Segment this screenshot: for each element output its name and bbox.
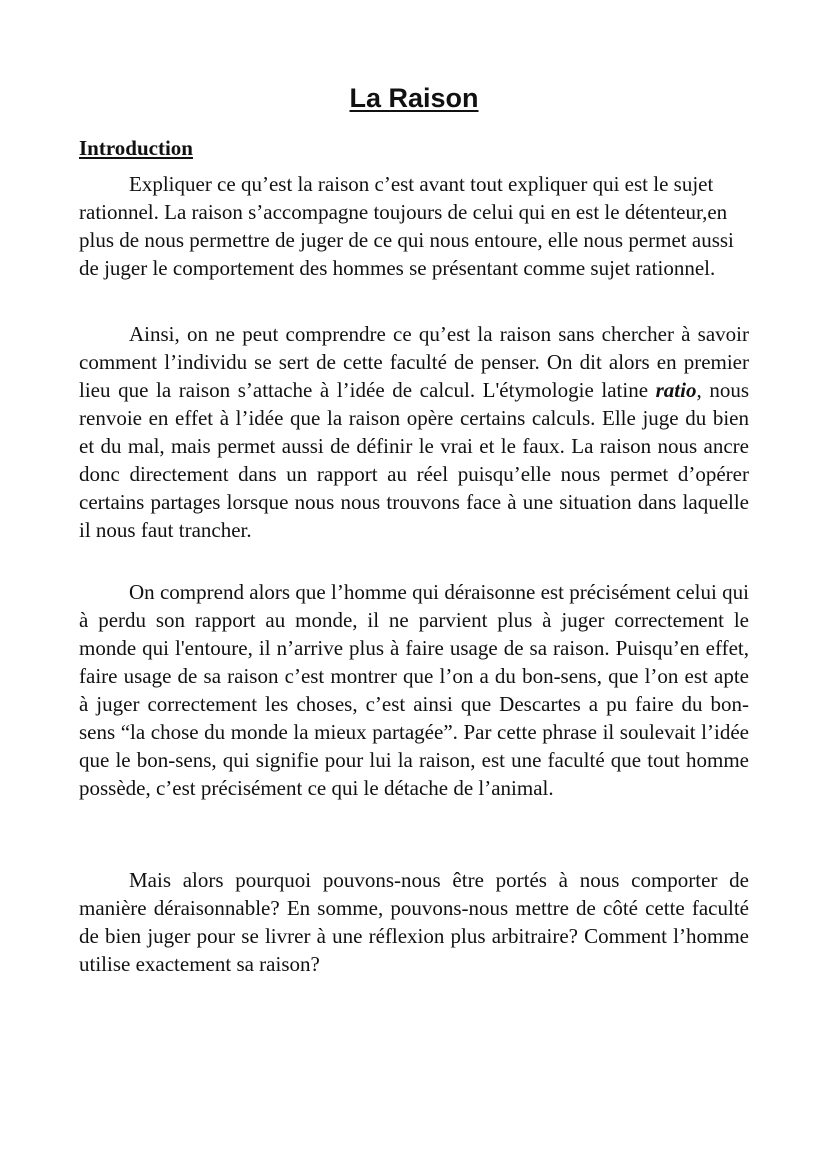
document-title: La Raison: [349, 83, 479, 113]
paragraph-1: Expliquer ce qu’est la raison c’est avant tout expliquer qui est le sujet rationnel. La raison s’accompagne toujours de celui qui en est le détenteur,en plus de nous permettre de juger de ce qui nous entoure, elle nous permet aussi de juger le comportement des hommes se présentant comme sujet rationnel.: [79, 172, 734, 280]
paragraph-4: Mais alors pourquoi pouvons-nous être portés à nous comporter de manière déraisonnable? En somme, pouvons-nous mettre de côté cette faculté de bien juger pour se livrer à une réflexion plus arbitraire? Comment l’homme utilise exactement sa raison?: [79, 868, 749, 976]
paragraph-3: On comprend alors que l’homme qui déraisonne est précisément celui qui à perdu son rapport au monde, il ne parvient plus à juger correctement le monde qui l'entoure, il n’arrive plus à faire usage de sa raison. Puisqu’en effet, faire usage de sa raison c’est montrer que l’on a du bon-sens, que l’on est apte à juger correctement les choses, c’est ainsi que Descartes a pu faire du bon-sens “la chose du monde la mieux partagée”. Par cette phrase il soulevait l’idée que le bon-sens, qui signifie pour lui la raison, est une faculté que tout homme possède, c’est précisément ce qui le détache de l’animal.: [79, 580, 749, 800]
emphasis-ratio: ratio: [655, 378, 697, 402]
paragraph-2: [79, 320, 749, 544]
paragraph-2-text-before: Ainsi, on ne peut comprendre ce qu’est la raison sans chercher à savoir comment l’individu se sert de cette faculté de penser. On dit alors en premier lieu que la raison s’attache à l’idée de calcul. L'étymologie latine: [79, 322, 749, 402]
section-heading-introduction: Introduction: [79, 136, 193, 160]
paragraph-2-text-after: , nous renvoie en effet à l’idée que la raison opère certains calculs. Elle juge du bien et du mal, mais permet aussi de définir le vrai et le faux. La raison nous ancre donc directement dans un rapport au réel puisqu’elle nous permet d’opérer certains partages lorsque nous nous trouvons face à une situation dans laquelle il nous faut trancher.: [79, 378, 749, 542]
